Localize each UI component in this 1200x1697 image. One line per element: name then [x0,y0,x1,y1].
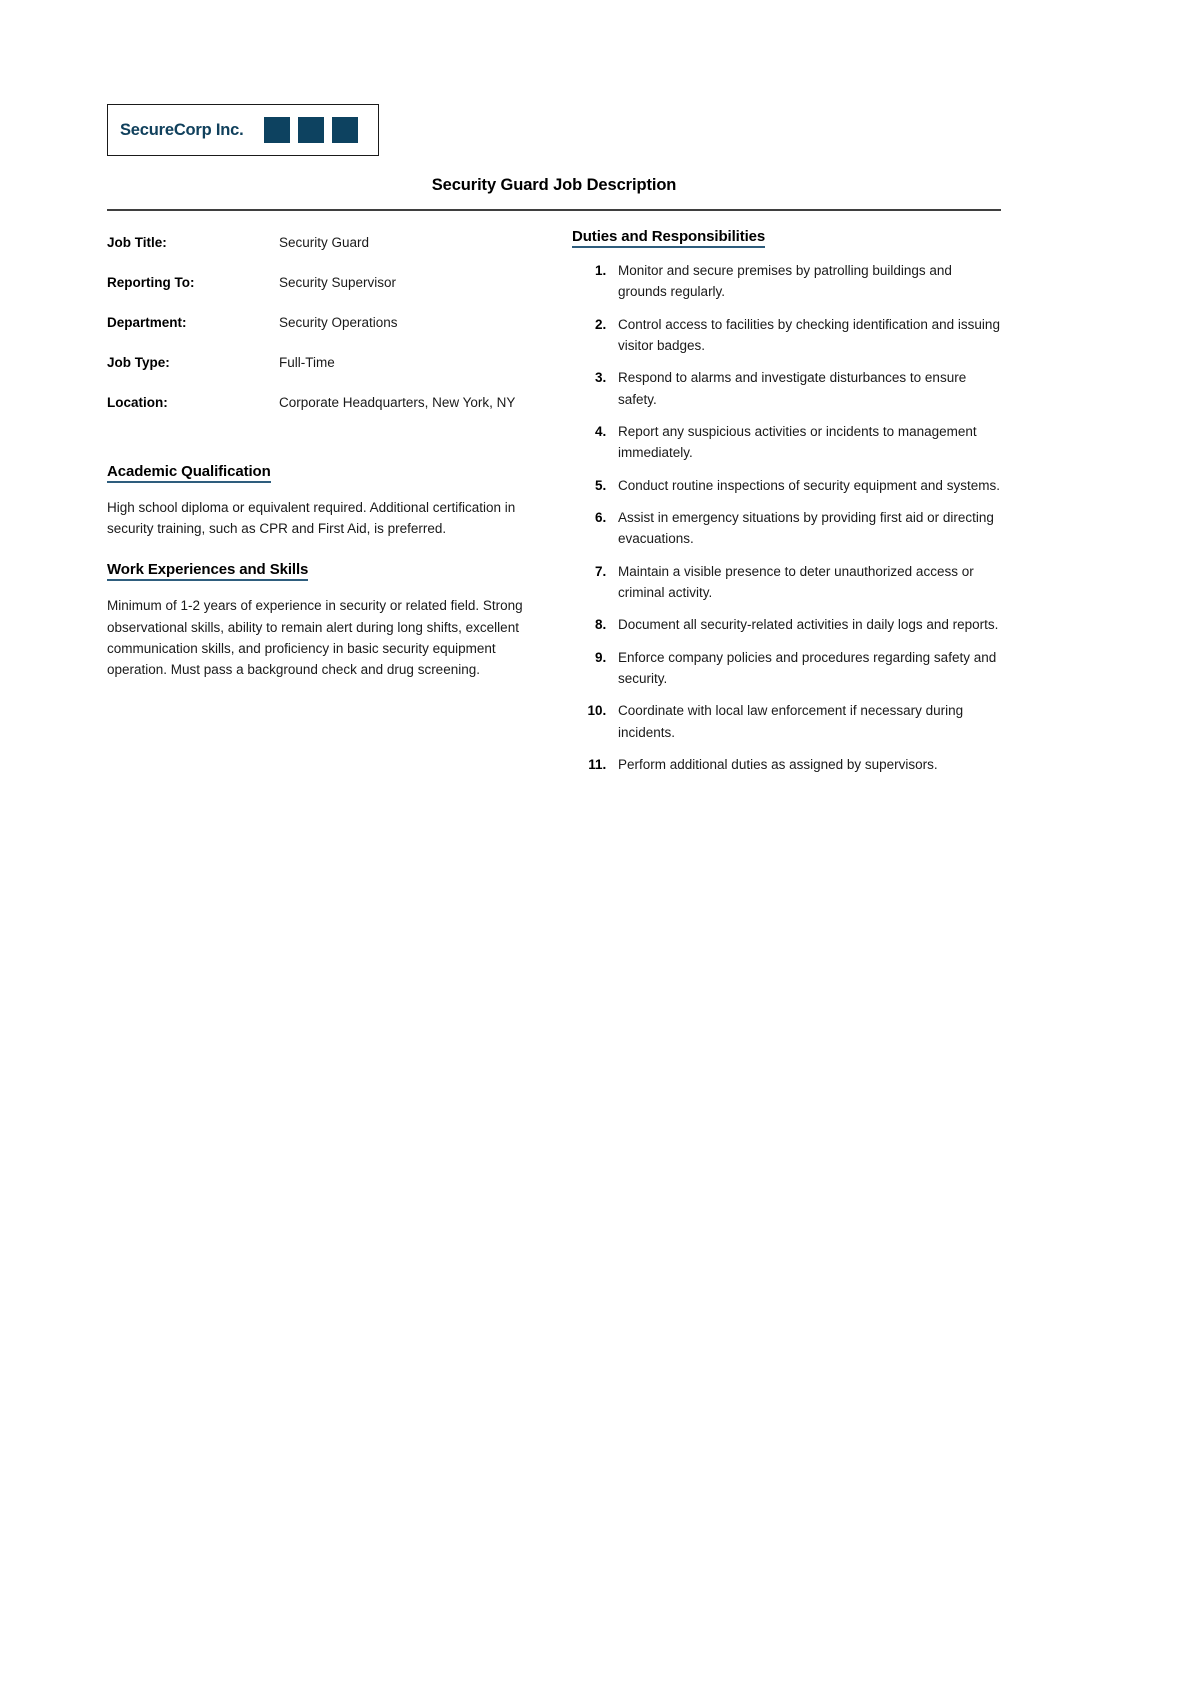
section-heading-experience: Work Experiences and Skills [107,561,308,581]
meta-value-location: Corporate Headquarters, New York, NY [279,394,516,410]
section-body-academic: High school diploma or equivalent required. Additional certification in security training, such as CPR and First Aid, is preferred. [107,499,516,536]
company-logo [107,104,379,156]
section-academic-qualification [107,463,527,540]
list-item: 9. Enforce company policies and procedures regarding safety and security. [610,647,1001,690]
meta-value-job-title: Security Guard [279,235,370,250]
section-heading-academic: Academic Qualification [107,463,271,483]
company-name: SecureCorp Inc. [120,120,244,139]
logo-square-icon-2 [298,117,324,143]
meta-label-location: Location: [107,394,168,410]
logo-squares-group [264,117,358,143]
table-row [107,313,527,353]
section-work-experiences [107,561,527,680]
table-row [107,353,527,393]
logo-square-icon-3 [332,117,358,143]
meta-value-reporting-to: Security Supervisor [279,274,397,290]
list-item: 5. Conduct routine inspections of security equipment and systems. [610,475,1001,496]
table-row [107,233,527,273]
list-item: 7. Maintain a visible presence to deter unauthorized access or criminal activity. [610,561,1001,604]
meta-value-job-type: Full-Time [279,354,335,370]
right-column [572,228,1001,786]
list-item: 11. Perform additional duties as assigned by supervisors. [610,754,1001,775]
meta-label-reporting-to: Reporting To: [107,274,195,290]
section-heading-duties: Duties and Responsibilities [572,228,765,248]
table-row [107,393,527,433]
meta-value-department: Security Operations [279,314,398,330]
section-duties [572,228,1001,775]
list-item: 2. Control access to facilities by checking identification and issuing visitor badges. [610,314,1001,357]
list-item: 3. Respond to alarms and investigate disturbances to ensure safety. [610,367,1001,410]
meta-label-job-title: Job Title: [107,235,167,250]
meta-label-department: Department: [107,314,187,330]
list-item: 8. Document all security-related activities in daily logs and reports. [610,614,1001,635]
logo-square-icon-1 [264,117,290,143]
meta-label-job-type: Job Type: [107,354,170,370]
title-divider [107,209,1001,211]
list-item: 1. Monitor and secure premises by patrolling buildings and grounds regularly. [610,260,1001,303]
body-columns [107,228,1001,786]
left-column [107,228,527,694]
page-title: Security Guard Job Description [431,176,677,194]
section-body-experience: Minimum of 1-2 years of experience in security or related field. Strong observational skills, ability to remain alert during long shifts, excellent communication skills, and proficiency in basic security equipment operation. Must pass a background check and drug screening. [107,598,523,678]
list-item: 10. Coordinate with local law enforcement if necessary during incidents. [610,700,1001,743]
table-row [107,273,527,313]
job-meta-table [107,233,527,433]
list-item: 4. Report any suspicious activities or incidents to management immediately. [610,421,1001,464]
duties-list [572,260,1001,775]
list-item: 6. Assist in emergency situations by providing first aid or directing evacuations. [610,507,1001,550]
